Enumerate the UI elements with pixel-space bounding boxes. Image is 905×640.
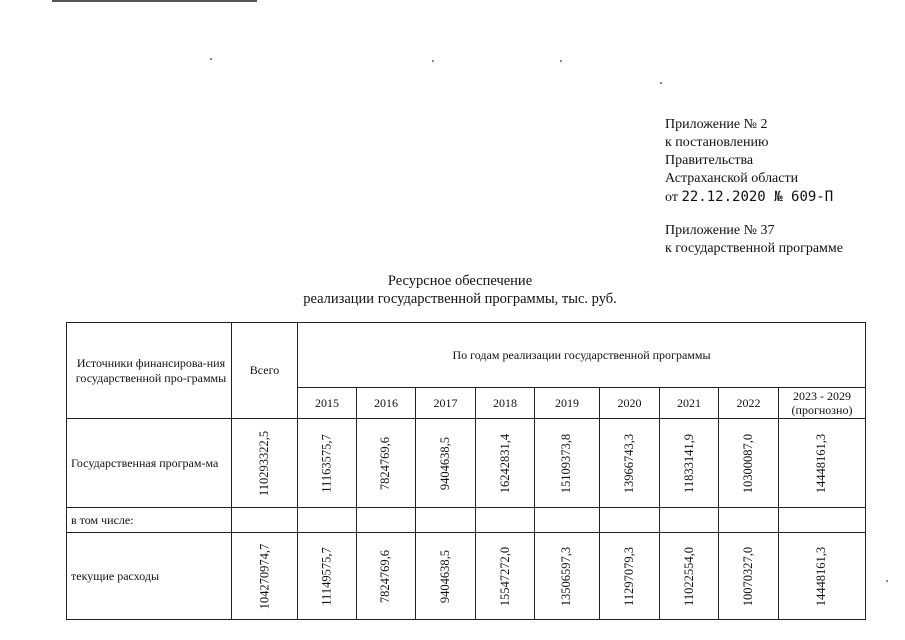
value-cell: [416, 419, 476, 508]
value-cell: [660, 419, 719, 508]
row-total: 104270974,7: [257, 543, 272, 609]
appendix-line: Приложение № 2: [665, 117, 768, 132]
value-cell: [535, 419, 600, 508]
value-cell: [779, 533, 866, 620]
value-cell: [719, 533, 779, 620]
year-cell: 2016: [357, 388, 416, 419]
appendix-line: Правительства: [665, 153, 754, 168]
date-stamp: 22.12.2020 № 609-П: [681, 189, 834, 205]
empty-cell: [357, 508, 416, 533]
title-line: реализации государственной программы, тыс. руб.: [303, 291, 617, 307]
empty-cell: [779, 508, 866, 533]
row-total-cell: [232, 533, 298, 620]
row-total-cell: [232, 419, 298, 508]
table-row: [67, 533, 866, 620]
value: 14448161,3: [814, 433, 829, 493]
value: 10300087,0: [741, 433, 756, 493]
year-cell: 2023 - 2029 (прогнозно): [779, 388, 866, 419]
value: 15547272,0: [498, 546, 513, 606]
year-cell: 2017: [416, 388, 476, 419]
value: 13506597,3: [559, 546, 574, 606]
empty-cell: [298, 508, 357, 533]
value: 10070327,0: [741, 546, 756, 606]
title-line: Ресурсное обеспечение: [387, 273, 533, 289]
empty-cell: [416, 508, 476, 533]
appendix-date: [665, 188, 833, 207]
value-cell: [535, 533, 600, 620]
appendix-line: Астраханской области: [665, 171, 799, 186]
top-rule: [52, 0, 257, 2]
year-cell: 2020: [600, 388, 660, 419]
value-cell: [660, 533, 719, 620]
header-row: [67, 323, 866, 388]
value-cell: [357, 419, 416, 508]
row-label: текущие расходы: [67, 533, 232, 620]
resource-table: [66, 322, 866, 620]
appendix-37-line: Приложение № 37: [665, 223, 775, 238]
value: 7824769,6: [378, 436, 393, 490]
empty-cell: [535, 508, 600, 533]
value: 11163575,7: [319, 433, 334, 493]
value: 7824769,6: [378, 549, 393, 603]
appendix-37-block: [665, 222, 843, 258]
value-cell: [476, 533, 535, 620]
scan-speck: [560, 60, 562, 62]
value-cell: [719, 419, 779, 508]
date-prefix: от: [665, 190, 678, 205]
appendix-block: [665, 116, 833, 207]
value: 14448161,3: [814, 546, 829, 606]
value: 15109373,8: [559, 433, 574, 493]
empty-cell: [476, 508, 535, 533]
value: 13966743,3: [622, 433, 637, 493]
value-cell: [600, 419, 660, 508]
value: 11297079,3: [621, 546, 636, 606]
year-cell: 2021: [660, 388, 719, 419]
value: 11833141,9: [681, 433, 696, 493]
empty-cell: [232, 508, 298, 533]
value: 16242831,4: [498, 433, 513, 493]
value: 9404638,5: [438, 436, 452, 490]
document-title: [200, 272, 720, 308]
year-cell: 2018: [476, 388, 535, 419]
row-total: 110293322,5: [257, 430, 272, 496]
value-cell: [357, 533, 416, 620]
value: 11149575,7: [319, 546, 334, 606]
scan-speck: [660, 82, 662, 84]
scan-speck: [210, 58, 212, 60]
value: 11022554,0: [681, 546, 696, 606]
appendix-line: к постановлению: [665, 135, 769, 150]
value: 9404638,5: [438, 549, 452, 603]
value-cell: [779, 419, 866, 508]
header-source: Источники финансирова-ния государственной про-граммы: [67, 323, 232, 419]
header-years-group: По годам реализации государственной программы: [298, 323, 866, 388]
year-cell: 2022: [719, 388, 779, 419]
header-total: Всего: [232, 323, 298, 419]
value-cell: [476, 419, 535, 508]
scan-speck: [432, 60, 434, 62]
table-row: [67, 508, 866, 533]
empty-cell: [719, 508, 779, 533]
value-cell: [298, 533, 357, 620]
year-cell: 2019: [535, 388, 600, 419]
table-row: [67, 419, 866, 508]
row-label: в том числе:: [67, 508, 232, 533]
value-cell: [298, 419, 357, 508]
value-cell: [416, 533, 476, 620]
scan-speck: [886, 580, 888, 582]
year-cell: 2015: [298, 388, 357, 419]
row-label: Государственная програм-ма: [67, 419, 232, 508]
value-cell: [600, 533, 660, 620]
appendix-37-line: к государственной программе: [665, 241, 843, 256]
empty-cell: [660, 508, 719, 533]
empty-cell: [600, 508, 660, 533]
